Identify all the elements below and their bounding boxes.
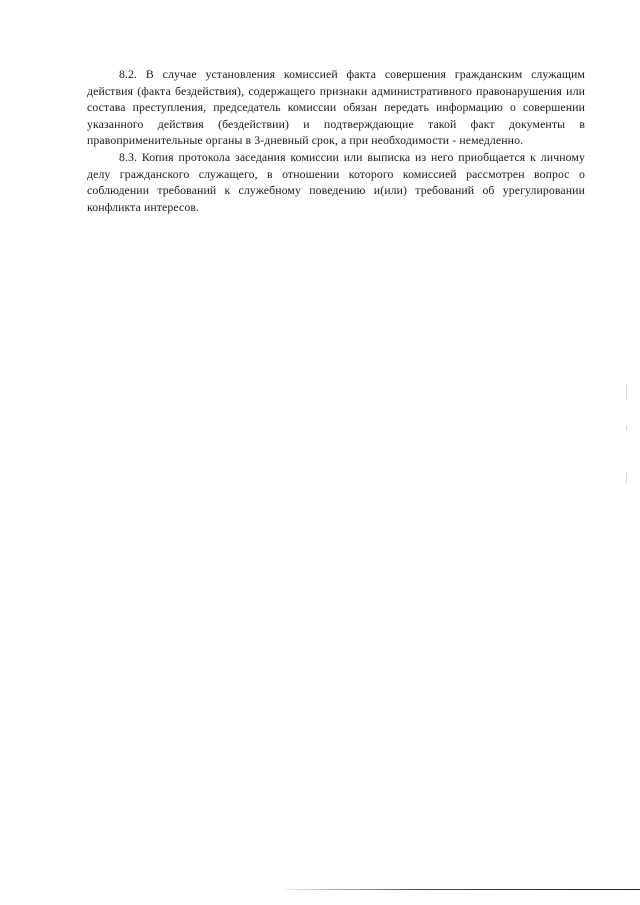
scan-artifact <box>626 385 629 485</box>
scan-mark <box>626 385 627 399</box>
paragraph-8-3: 8.3. Копия протокола заседания комиссии или выписка из него приобщается к личному делу гражданского служащего, в отношении которого комиссией рассмотрен вопрос о соблюдении требований к служебному поведению и(или) требований об урегулировании конфликта интересов. <box>87 149 585 214</box>
scan-mark <box>626 473 627 483</box>
paragraph-8-2: 8.2. В случае установления комиссией факта совершения гражданским служащим действия (факта бездействия), содержащего признаки административного правонарушения или состава преступления, председатель комиссии обязан передать информацию о совершении указанного действия (бездействии) и подтверждающие такой факт документы в правоприменительные органы в 3-дневный срок, а при необходимости - немедленно. <box>87 67 585 148</box>
scan-mark <box>626 425 627 431</box>
document-body <box>87 66 585 215</box>
page-bottom-edge-line <box>285 889 640 890</box>
